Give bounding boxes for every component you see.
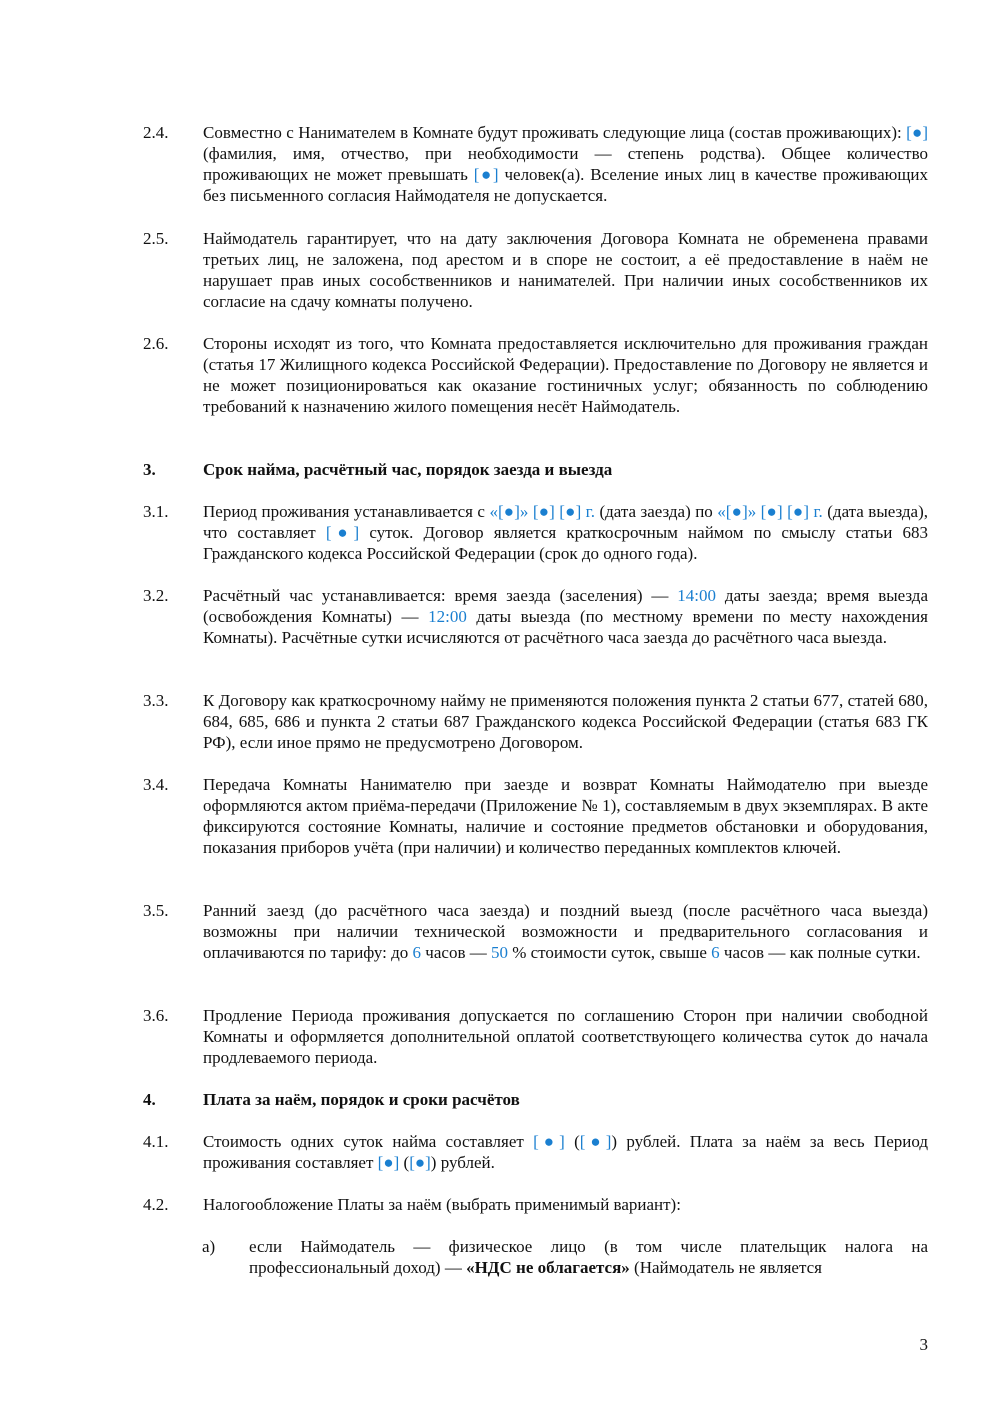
- clause-number: 4.2.: [143, 1195, 169, 1214]
- placeholder-field: «[●]» [●] [●] г.: [489, 502, 595, 521]
- page-number: 3: [919, 1335, 928, 1354]
- placeholder-field: [●]: [579, 1132, 612, 1151]
- clause-2-6: [143, 333, 928, 417]
- clause-number: 3.2.: [143, 586, 169, 605]
- clause-3-3: [143, 690, 928, 753]
- clause-number: 4.1.: [143, 1132, 169, 1151]
- clause-text: К Договору как краткосрочному найму не применяются положения пункта 2 статьи 677, статей 680, 684, 685, 686 и пункта 2 статьи 687 Гражданского кодекса Российской Федерации (статья 683 ГК РФ), если иное прямо не предусмотрено Договором.: [203, 691, 928, 752]
- clause-text: Совместно с Нанимателем в Комнате будут проживать следующие лица (состав проживающих): [●] (фамилия, имя, отчество, при необходимости — степень родства). Общее количество проживающих не может превышать [●] человек(а). Вселение иных лиц в качестве проживающих без письменного согласия Наймодателя не допускается.: [203, 123, 929, 205]
- section-heading-4: [143, 1089, 928, 1110]
- placeholder-field: [●]: [377, 1153, 400, 1172]
- section-number: 3.: [143, 460, 156, 479]
- placeholder-field: «[●]» [●] [●] г.: [717, 502, 823, 521]
- subclause-letter: а): [202, 1237, 216, 1256]
- section-title: Плата за наём, порядок и сроки расчётов: [203, 1090, 520, 1109]
- placeholder-field: [●]: [473, 165, 499, 184]
- clause-number: 3.5.: [143, 901, 169, 920]
- clause-number: 3.1.: [143, 502, 169, 521]
- clause-text: Продление Периода проживания допускается по соглашению Сторон при наличии свободной Комнаты и оформляется дополнительной оплатой соответствующего количества суток до начала продлеваемого периода.: [203, 1006, 928, 1067]
- placeholder-field: 6: [711, 943, 720, 962]
- clause-number: 3.3.: [143, 691, 169, 710]
- section-heading-3: [143, 459, 928, 480]
- clause-number: 3.6.: [143, 1006, 169, 1025]
- placeholder-field: [●]: [409, 1153, 431, 1172]
- clause-number: 2.4.: [143, 123, 169, 142]
- clause-number: 2.6.: [143, 334, 169, 353]
- clause-text: Передача Комнаты Нанимателю при заезде и возврат Комнаты Наймодателю при выезде оформляются актом приёма-передачи (Приложение № 1), составляемым в двух экземплярах. В акте фиксируются состояние Комнаты, наличие и состояние предметов обстановки и оборудования, показания приборов учёта (при наличии) и количество переданных комплектов ключей.: [203, 775, 928, 857]
- placeholder-field: 6: [412, 943, 422, 962]
- clause-2-4: [143, 122, 928, 206]
- clause-3-2: [143, 585, 928, 648]
- placeholder-field: 50: [490, 943, 508, 962]
- clause-text: Расчётный час устанавливается: время заезда (заселения) — 14:00 даты заезда; время выезда (освобождения Комнаты) — 12:00 даты выезда (по местному времени по месту нахождения Комнаты). Расчётные сутки исчисляются от расчётного часа заезда до расчётного часа выезда.: [203, 586, 928, 647]
- clause-2-5: [143, 228, 928, 312]
- placeholder-field: 12:00: [428, 607, 467, 626]
- clause-number: 2.5.: [143, 229, 169, 248]
- placeholder-field: 14:00: [677, 586, 717, 605]
- clause-number: 3.4.: [143, 775, 169, 794]
- section-title: Срок найма, расчётный час, порядок заезда и выезда: [203, 460, 613, 479]
- vat-status: «НДС не облагается»: [466, 1258, 630, 1277]
- clause-text: Стоимость одних суток найма составляет [●] ([●]) рублей. Плата за наём за весь Период проживания составляет [●] ([●]) рублей.: [203, 1132, 929, 1172]
- section-number: 4.: [143, 1090, 156, 1109]
- placeholder-field: [●]: [325, 523, 360, 542]
- clause-text: Ранний заезд (до расчётного часа заезда) и поздний выезд (после расчётного часа выезда) возможны при наличии технической возможности и предварительного согласования и оплачиваются по тарифу: до 6 часов — 50 % стоимости суток, свыше 6 часов — как полные сутки.: [203, 901, 928, 962]
- clause-text: Наймодатель гарантирует, что на дату заключения Договора Комната не обременена правами третьих лиц, не заложена, под арестом и в споре не состоит, а её предоставление в наём не нарушает прав иных сособственников и нанимателей. При наличии иных сособственников их согласие на сдачу комнаты получено.: [203, 229, 928, 311]
- clause-4-1: [143, 1131, 928, 1173]
- placeholder-field: [●]: [906, 123, 929, 142]
- clause-3-4: [143, 774, 928, 858]
- clause-text: Период проживания устанавливается с «[●]» [●] [●] г. (дата заезда) по «[●]» [●] [●] г. (дата выезда), что составляет [●] суток. Договор является краткосрочным наймом по смыслу статьи 683 Гражданского кодекса Российской Федерации (срок до одного года).: [203, 502, 929, 563]
- clause-4-2: [143, 1194, 928, 1215]
- clause-3-1: [143, 501, 928, 564]
- clause-text: Стороны исходят из того, что Комната предоставляется исключительно для проживания граждан (статья 17 Жилищного кодекса Российской Федерации). Предоставление по Договору не является и не может позиционироваться как оказание гостиничных услуг; обязанность по соблюдению требований к назначению жилого помещения несёт Наймодатель.: [203, 334, 928, 416]
- placeholder-field: [●]: [533, 1132, 565, 1151]
- subclause-4-2-a: [202, 1236, 928, 1278]
- clause-3-5: [143, 900, 928, 963]
- clause-3-6: [143, 1005, 928, 1068]
- clause-text: Налогообложение Платы за наём (выбрать применимый вариант):: [203, 1195, 681, 1214]
- subclause-text: если Наймодатель — физическое лицо (в том числе плательщик налога на профессиональный доход) — «НДС не облагается» (Наймодатель не является: [249, 1237, 928, 1277]
